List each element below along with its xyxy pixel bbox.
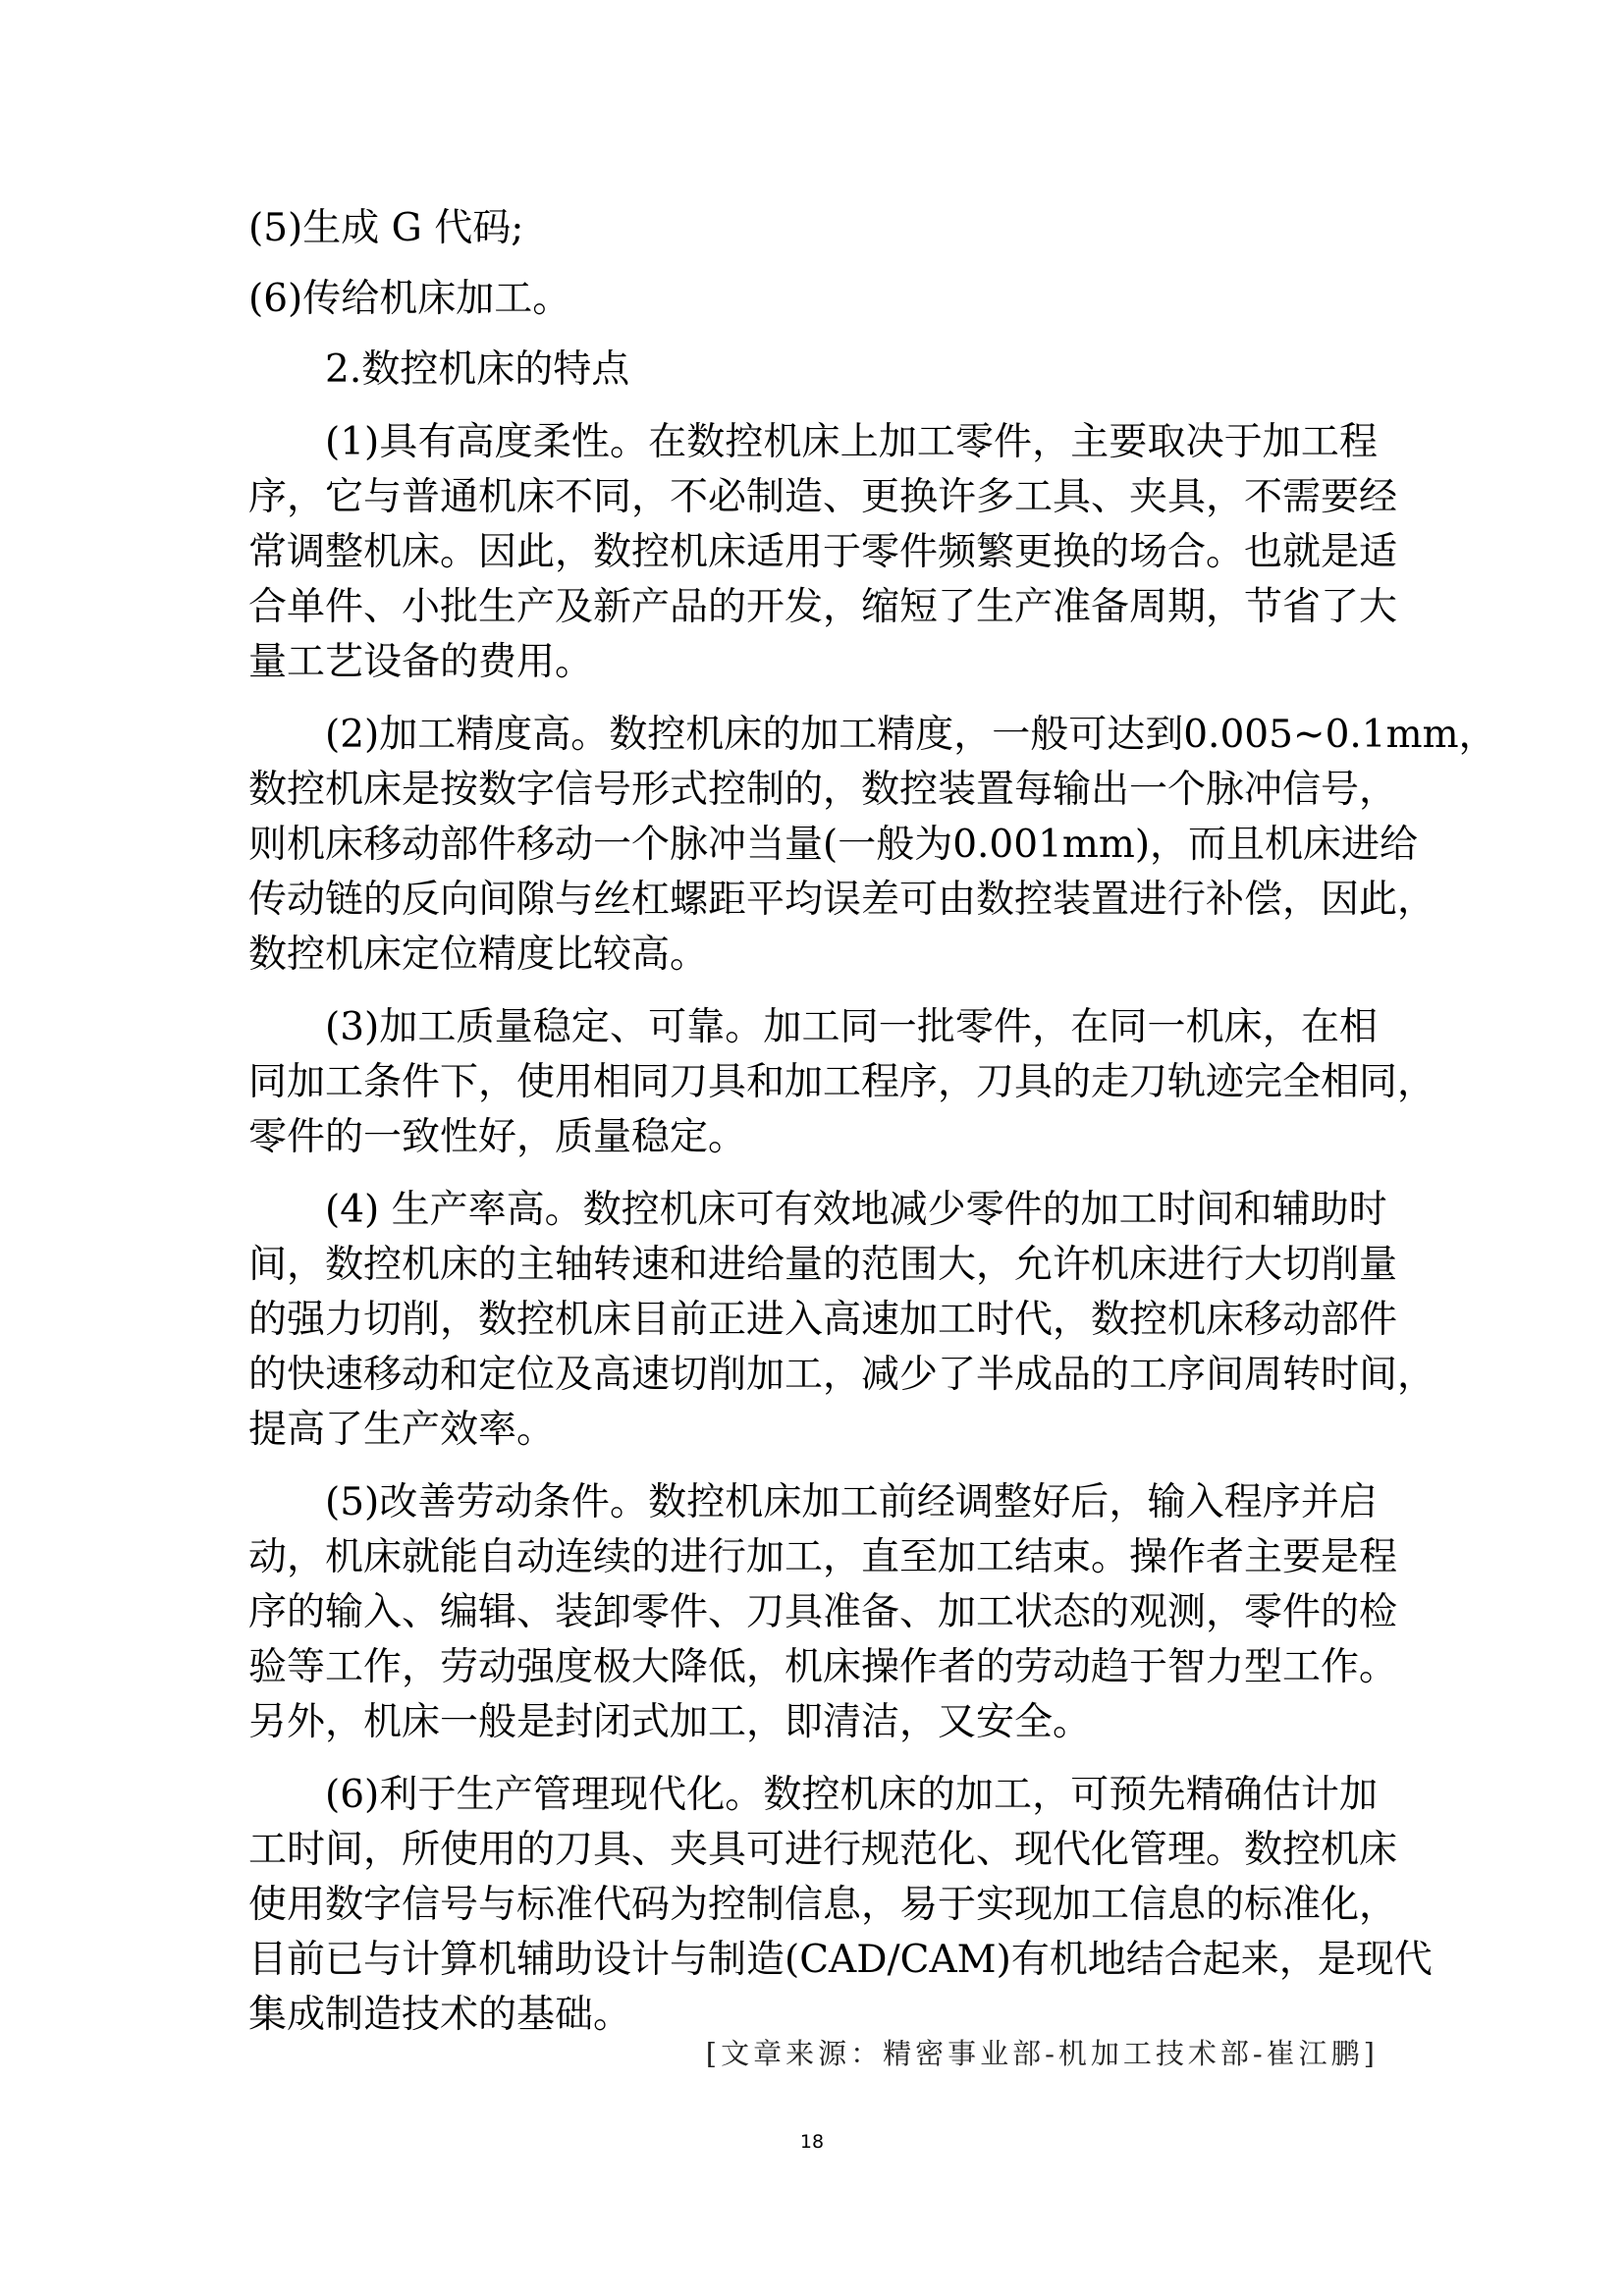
- paragraph-line: 工时间，所使用的刀具、夹具可进行规范化、现代化管理。数控机床: [248, 1828, 1398, 1872]
- paragraph-line: 数控机床是按数字信号形式控制的，数控装置每输出一个脉冲信号，: [248, 768, 1398, 812]
- paragraph-line: 同加工条件下，使用相同刀具和加工程序，刀具的走刀轨迹完全相同，: [248, 1060, 1436, 1104]
- paragraph-flexibility: [248, 415, 1398, 690]
- paragraph-line: (1)具有高度柔性。在数控机床上加工零件，主要取决于加工程: [325, 420, 1378, 464]
- paragraph-line: 目前已与计算机辅助设计与制造(CAD/CAM)有机地结合起来，是现代: [248, 1938, 1433, 1982]
- paragraph-line: (6)利于生产管理现代化。数控机床的加工，可预先精确估计加: [325, 1773, 1378, 1817]
- paragraph-line: 验等工作，劳动强度极大降低，机床操作者的劳动趋于智力型工作。: [248, 1645, 1398, 1689]
- paragraph-line: 序的输入、编辑、装卸零件、刀具准备、加工状态的观测，零件的检: [248, 1590, 1398, 1634]
- paragraph-precision: [248, 708, 1497, 983]
- paragraph-quality: [248, 1000, 1436, 1165]
- paragraph-line: (3)加工质量稳定、可靠。加工同一批零件，在同一机床，在相: [325, 1005, 1378, 1049]
- paragraph-productivity: [248, 1183, 1436, 1458]
- paragraph-line: 提高了生产效率。: [248, 1408, 556, 1452]
- paragraph-line: (2)加工精度高。数控机床的加工精度，一般可达到0.005~0.1mm，: [325, 713, 1497, 757]
- paragraph-line: 传动链的反向间隙与丝杠螺距平均误差可由数控装置进行补偿，因此，: [248, 878, 1436, 922]
- paragraph-line: 则机床移动部件移动一个脉冲当量(一般为0.001mm)，而且机床进给: [248, 823, 1419, 867]
- paragraph-line: 合单件、小批生产及新产品的开发，缩短了生产准备周期，节省了大: [248, 585, 1398, 629]
- paragraph-working-conditions: [248, 1475, 1398, 1750]
- page-number: 18: [799, 2131, 825, 2153]
- paragraph-line: 常调整机床。因此，数控机床适用于零件频繁更换的场合。也就是适: [248, 530, 1398, 574]
- paragraph-line: (4) 生产率高。数控机床可有效地减少零件的加工时间和辅助时: [325, 1188, 1387, 1232]
- paragraph-line: 动，机床就能自动连续的进行加工，直至加工结束。操作者主要是程: [248, 1535, 1398, 1579]
- paragraph-line: 量工艺设备的费用。: [248, 640, 594, 684]
- paragraph-line: (5)改善劳动条件。数控机床加工前经调整好后，输入程序并启: [325, 1480, 1378, 1524]
- paragraph-line: 间，数控机床的主轴转速和进给量的范围大，允许机床进行大切削量: [248, 1243, 1398, 1287]
- paragraph-line: 序，它与普通机床不同，不必制造、更换许多工具、夹具，不需要经: [248, 475, 1398, 519]
- paragraph-management: [248, 1768, 1433, 2043]
- document-body: [248, 201, 1497, 2060]
- paragraph-line: 的强力切削，数控机床目前正进入高速加工时代，数控机床移动部件: [248, 1298, 1398, 1342]
- paragraph-line: 集成制造技术的基础。: [248, 1993, 632, 2037]
- section-heading: 2.数控机床的特点: [325, 347, 630, 392]
- article-source-note: [文章来源：精密事业部-机加工技术部-崔江鹏]: [705, 2037, 1379, 2070]
- step-item-5: (5)生成 G 代码;: [248, 206, 524, 250]
- step-item-6: (6)传给机床加工。: [248, 277, 571, 321]
- paragraph-line: 的快速移动和定位及高速切削加工，减少了半成品的工序间周转时间，: [248, 1353, 1436, 1397]
- paragraph-line: 使用数字信号与标准代码为控制信息，易于实现加工信息的标准化，: [248, 1883, 1398, 1927]
- paragraph-line: 另外，机床一般是封闭式加工，即清洁，又安全。: [248, 1700, 1092, 1744]
- paragraph-line: 数控机床定位精度比较高。: [248, 933, 709, 977]
- paragraph-line: 零件的一致性好，质量稳定。: [248, 1115, 747, 1159]
